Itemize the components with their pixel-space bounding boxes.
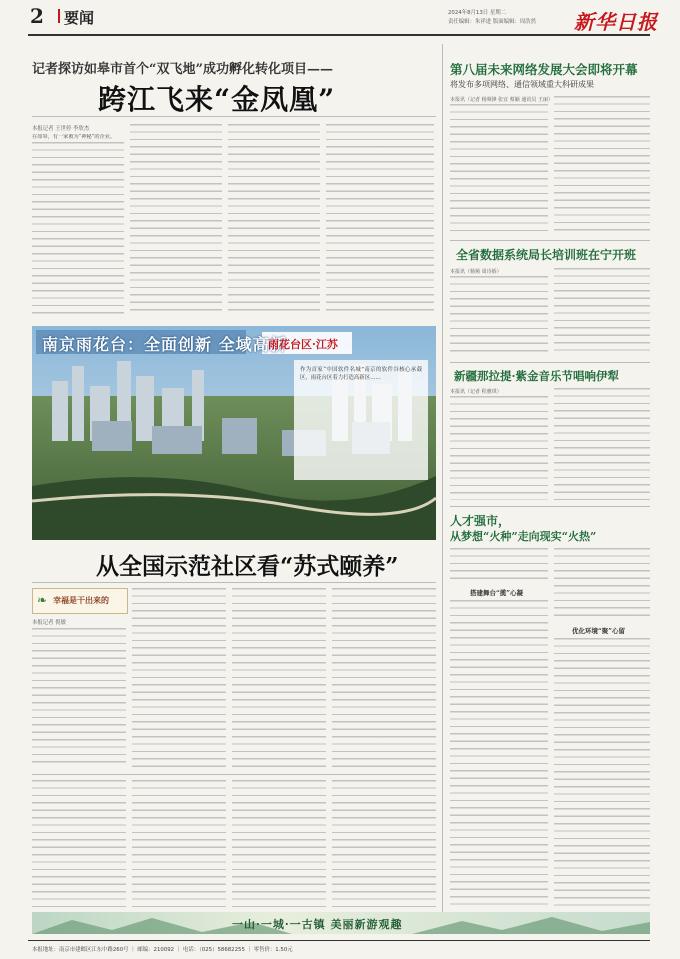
right-story4-subhead-1: 搭建舞台“揽”心凝 (470, 589, 523, 597)
leaf-icon: ❧ (37, 593, 48, 607)
right-story4-col-1b (450, 600, 548, 906)
right-story4-subhead-2: 优化环境“聚”心留 (572, 627, 625, 635)
lead-col-1 (32, 142, 124, 316)
right-story2-col-1 (450, 276, 548, 356)
footer-ad-banner (32, 912, 650, 934)
right-story2-byline: 本报讯（杨频 周诗娇） (450, 269, 502, 275)
right-story3-headline: 新疆那拉提·紫金音乐节唱响伊犁 (454, 369, 620, 383)
photo-caption-title: 南京雨花台：全面创新 全域高新 (42, 335, 287, 354)
issue-date: 2024年8月13日 星期二 (448, 10, 507, 16)
page-column-divider (442, 44, 443, 916)
section-divider (58, 9, 60, 23)
newspaper-logo: 新华日报 (574, 10, 658, 34)
right-story3-col-1 (450, 396, 548, 500)
masthead (0, 0, 680, 44)
photo-caption-text: 作为首家“中国软件名城”南京的软件谷核心承载区，雨花台区着力打造高新区…… (300, 367, 422, 381)
right-story2-col-2 (554, 268, 650, 356)
footer-info: 本报地址：南京市建邺区江东中路260号 ｜ 邮编：210092 ｜ 电话：（025）58682255 ｜ 零售价：1.50元 (32, 947, 293, 953)
right-story1-byline: 本报讯（记者 杨频锋 张宜 蔡颖 通讯员 王丽） (450, 97, 553, 103)
right-story1-col-1 (450, 104, 548, 234)
lead-photo (32, 326, 436, 540)
lead-byline: 本报记者 王世停 李欣杰 (32, 126, 90, 132)
bottom-col-1 (32, 780, 126, 912)
lead-col-4 (326, 124, 434, 316)
second-rule (32, 582, 436, 583)
right-story1-col-2 (554, 96, 650, 234)
second-headline: 从全国示范社区看“苏式颐养” (96, 553, 399, 580)
column-logo (32, 588, 128, 614)
editors-line: 责任编辑：朱祥进 版面编辑：周浩然 (448, 19, 536, 25)
lead-col-2 (130, 124, 222, 316)
second-col-1 (32, 628, 126, 768)
bottom-col-2 (132, 780, 226, 912)
column-logo-text: 幸福是干出来的 (53, 595, 109, 605)
second-col-2 (132, 588, 226, 768)
lead-col-3 (228, 124, 320, 316)
right-rule-2 (450, 362, 650, 363)
bottom-col-3 (232, 780, 326, 912)
section-title: 要闻 (64, 9, 95, 27)
second-col-3 (232, 588, 326, 768)
lead-kicker: 记者探访如皋市首个“双飞地”成功孵化转化项目—— (32, 62, 333, 77)
right-story2-headline: 全省数据系统局长培训班在宁开班 (456, 248, 637, 262)
lead-intro: 在如皋，有一家被为“神秘”的企业。 (32, 134, 116, 140)
photo-inset-title: 雨花台区·江苏 (268, 338, 338, 351)
bottom-col-4 (332, 780, 436, 912)
footer-rule (28, 940, 650, 941)
right-story1-subhead: 将发布多项网络、通信领域重大科研成果 (450, 80, 594, 89)
right-story3-byline: 本报讯（记者 程雅琪） (450, 389, 502, 395)
right-story4-col-2b (554, 638, 650, 906)
lead-rule (32, 116, 436, 117)
right-story3-col-2 (554, 388, 650, 500)
lead-headline: 跨江飞来“金凤凰” (98, 83, 336, 116)
footer-ad-text: 一山·一城·一古镇 美丽新游观趣 (232, 918, 403, 931)
right-story4-col-1 (450, 548, 548, 582)
second-byline: 本报记者 倪敏 (32, 620, 67, 626)
right-story1-headline: 第八届未来网络发展大会即将开幕 (450, 62, 638, 77)
right-rule-1 (450, 240, 650, 241)
right-story4-headline-2: 从梦想“火种”走向现实“火热” (450, 530, 597, 543)
right-story4-col-2 (554, 548, 650, 620)
right-rule-3 (450, 506, 650, 507)
right-story4-headline-1: 人才强市， (450, 514, 511, 528)
second-col-4 (332, 588, 436, 768)
page-number: 2 (30, 4, 44, 28)
second-bottom-rule (32, 774, 436, 775)
masthead-rule (28, 34, 650, 36)
